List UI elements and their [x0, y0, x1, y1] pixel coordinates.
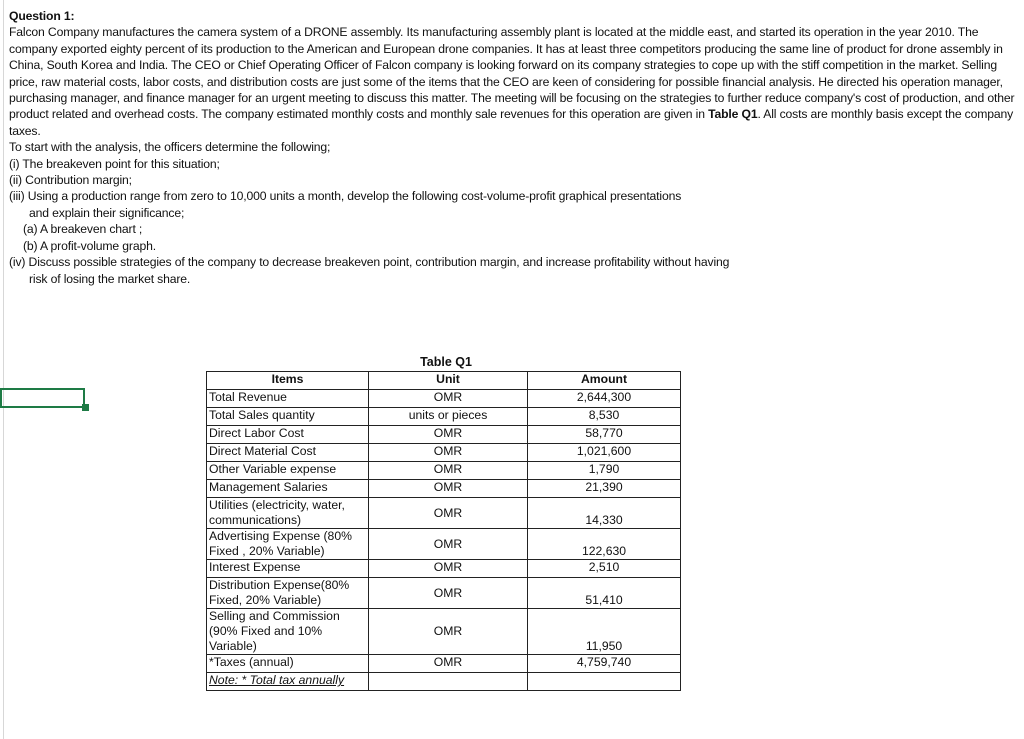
cell-unit: OMR [369, 444, 528, 462]
cell-amount: 122,630 [528, 529, 681, 560]
header-unit: Unit [369, 372, 528, 390]
question-item-ii: (ii) Contribution margin; [9, 173, 132, 188]
cell-item: Direct Material Cost [207, 444, 369, 462]
note-empty-cell [369, 673, 528, 691]
cell-item: Advertising Expense (80% Fixed , 20% Variable) [207, 529, 369, 560]
column-gridline [3, 0, 4, 739]
cell-unit: OMR [369, 462, 528, 480]
cell-amount: 58,770 [528, 426, 681, 444]
table-row [207, 655, 681, 673]
question-item-iv: (iv) Discuss possible strategies of the company to decrease breakeven point, contribution margin, and increase profitability without having [9, 255, 730, 270]
cell-amount: 51,410 [528, 578, 681, 609]
question-intro: To start with the analysis, the officers determine the following; [9, 140, 331, 155]
selected-cell[interactable] [0, 388, 85, 408]
table-caption: Table Q1 [420, 355, 472, 369]
cell-item: Total Sales quantity [207, 408, 369, 426]
cell-amount: 14,330 [528, 498, 681, 529]
cell-unit: OMR [369, 480, 528, 498]
cell-unit: units or pieces [369, 408, 528, 426]
cell-item: Distribution Expense(80% Fixed, 20% Variable) [207, 578, 369, 609]
cell-item: Total Revenue [207, 390, 369, 408]
question-item-iii: (iii) Using a production range from zero to 10,000 units a month, develop the following cost-volume-profit graphical presentations [9, 189, 682, 204]
table-header-row [207, 372, 681, 390]
table-row [207, 609, 681, 655]
cell-amount: 21,390 [528, 480, 681, 498]
cell-amount: 4,759,740 [528, 655, 681, 673]
fill-handle[interactable] [82, 404, 89, 411]
cell-amount: 1,790 [528, 462, 681, 480]
table-row [207, 560, 681, 578]
header-amount: Amount [528, 372, 681, 390]
cell-item: Management Salaries [207, 480, 369, 498]
table-note-row [207, 673, 681, 691]
table-row [207, 480, 681, 498]
cell-item: Other Variable expense [207, 462, 369, 480]
cell-unit: OMR [369, 529, 528, 560]
cell-unit: OMR [369, 655, 528, 673]
header-items: Items [207, 372, 369, 390]
question-title: Question 1: [9, 9, 75, 23]
cell-amount: 8,530 [528, 408, 681, 426]
cell-item: Selling and Commission (90% Fixed and 10% Variable) [207, 609, 369, 655]
table-row [207, 390, 681, 408]
cell-unit: OMR [369, 426, 528, 444]
cell-amount: 2,644,300 [528, 390, 681, 408]
table-row [207, 529, 681, 560]
cell-amount: 11,950 [528, 609, 681, 655]
table-row [207, 444, 681, 462]
note-empty-cell [528, 673, 681, 691]
table-row [207, 426, 681, 444]
table-row [207, 498, 681, 529]
table-note: Note: * Total tax annually [207, 673, 369, 691]
question-paragraph: Falcon Company manufactures the camera system of a DRONE assembly. Its manufacturing assembly plant is located at the middle east, and started its operation in the year 2010. The company exported eighty percent of its production to the American and European drone companies. It has at least three competitors producing the same line of product for drone assembly in China, South Korea and India. The CEO or Chief Operating Officer of Falcon company is looking forward on its company strategies to cope up with the stiff competition in the market. Selling price, raw material costs, labor costs, and distribution costs are just some of the items that the CEO are keen of considering for possible financial analysis. He directed his operation manager, purchasing manager, and finance manager for an urgent meeting to discuss this matter. The meeting will be focusing on the strategies to further reduce company's cost of production, and other product related and overhead costs. The company estimated monthly costs and monthly sale revenues for this operation are given in Table Q1. All costs are monthly basis except the company taxes. [9, 25, 1015, 138]
question-item-b: (b) A profit-volume graph. [23, 238, 156, 253]
cell-item: Utilities (electricity, water, communications) [207, 498, 369, 529]
question-block [9, 8, 1015, 287]
cell-amount: 2,510 [528, 560, 681, 578]
cell-amount: 1,021,600 [528, 444, 681, 462]
cell-unit: OMR [369, 390, 528, 408]
cost-table [206, 371, 681, 691]
table-row [207, 408, 681, 426]
cell-unit: OMR [369, 498, 528, 529]
cell-unit: OMR [369, 609, 528, 655]
cell-item: *Taxes (annual) [207, 655, 369, 673]
table-reference: Table Q1 [708, 107, 758, 122]
table-row [207, 462, 681, 480]
cell-item: Interest Expense [207, 560, 369, 578]
question-item-i: (i) The breakeven point for this situation; [9, 156, 220, 171]
table-row [207, 578, 681, 609]
question-item-iii-cont: and explain their significance; [29, 205, 185, 220]
cell-unit: OMR [369, 560, 528, 578]
cell-item: Direct Labor Cost [207, 426, 369, 444]
question-item-iv-cont: risk of losing the market share. [29, 271, 191, 286]
cell-unit: OMR [369, 578, 528, 609]
question-item-a: (a) A breakeven chart ; [23, 222, 143, 237]
